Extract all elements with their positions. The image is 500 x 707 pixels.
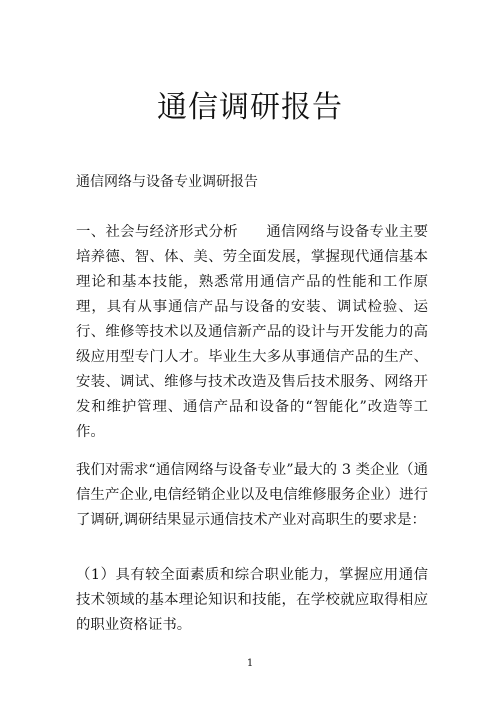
paragraph-survey [76, 458, 428, 533]
document-subtitle: 通信网络与设备专业调研报告 [76, 174, 258, 190]
paragraph-social-economic-analysis [76, 220, 428, 445]
paragraph-heading: 一、社会与经济形式分析 [76, 224, 238, 240]
paragraph-text: 我们对需求“通信网络与设备专业”最大的 3 类企业（通信生产企业,电信经销企业以及电信维修服务企业）进行了调研,调研结果显示通信技术产业对高职生的要求是： [76, 462, 428, 528]
paragraph-text: （1）具有较全面素质和综合职业能力，掌握应用通信技术领域的基本理论知识和技能，在学校就应取得相应的职业资格证书。 [76, 567, 428, 633]
document-title: 通信调研报告 [157, 90, 343, 125]
page-number: 1 [246, 658, 254, 669]
paragraph-text: 通信网络与设备专业主要培养德、智、体、美、劳全面发展，掌握现代通信基本理论和基本技能，熟悉常用通信产品的性能和工作原理，具有从事通信产品与设备的安装、调试检验、运行、维修等技术以及通信新产品的设计与开发能力的高级应用型专门人才。毕业生大多从事通信产品的生产、安装、调试、维修与技术改造及售后技术服务、网络开发和维护管理、通信产品和设备的“智能化”改造等工作。 [76, 224, 428, 440]
paragraph-requirement-1 [76, 563, 428, 638]
